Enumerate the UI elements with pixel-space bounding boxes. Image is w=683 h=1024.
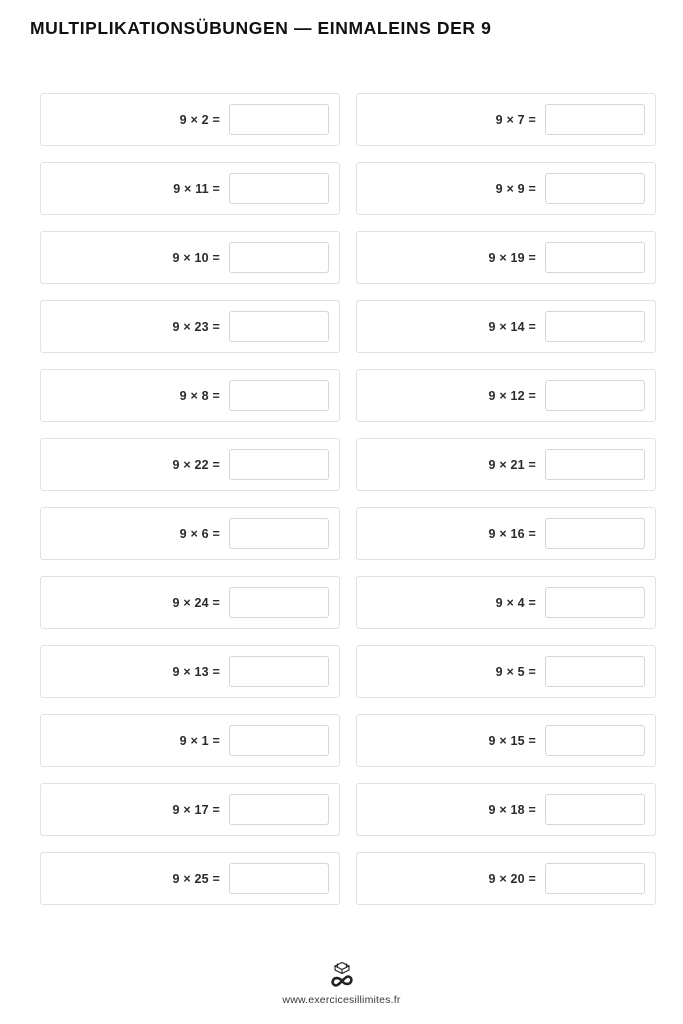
exercise-expression: 9 × 22 =: [172, 457, 220, 472]
exercise-card: [356, 645, 656, 698]
exercise-card: [356, 162, 656, 215]
exercise-expression: 9 × 6 =: [179, 526, 220, 541]
exercise-card: [40, 162, 340, 215]
answer-input[interactable]: [229, 173, 329, 204]
exercise-card: [356, 714, 656, 767]
exercise-card: [356, 852, 656, 905]
exercise-expression: 9 × 1 =: [179, 733, 220, 748]
exercise-card: [40, 852, 340, 905]
exercise-expression: 9 × 10 =: [172, 250, 220, 265]
exercise-card: [40, 300, 340, 353]
exercise-expression: 9 × 15 =: [488, 733, 536, 748]
exercise-card: [356, 783, 656, 836]
page-title: MULTIPLIKATIONSÜBUNGEN — EINMALEINS DER 9: [30, 18, 492, 38]
page-footer: [0, 956, 683, 1006]
exercise-card: [356, 300, 656, 353]
answer-input[interactable]: [229, 587, 329, 618]
exercise-expression: 9 × 9 =: [495, 181, 536, 196]
exercise-card: [356, 231, 656, 284]
answer-input[interactable]: [229, 449, 329, 480]
exercise-expression: 9 × 8 =: [179, 388, 220, 403]
answer-input[interactable]: [545, 656, 645, 687]
exercise-expression: 9 × 17 =: [172, 802, 220, 817]
exercise-card: [40, 369, 340, 422]
answer-input[interactable]: [545, 518, 645, 549]
answer-input[interactable]: [229, 656, 329, 687]
exercise-expression: 9 × 12 =: [488, 388, 536, 403]
answer-input[interactable]: [229, 242, 329, 273]
answer-input[interactable]: [229, 863, 329, 894]
exercise-expression: 9 × 16 =: [488, 526, 536, 541]
exercise-expression: 9 × 4 =: [495, 595, 536, 610]
exercise-expression: 9 × 14 =: [488, 319, 536, 334]
exercise-expression: 9 × 25 =: [172, 871, 220, 886]
exercise-expression: 9 × 18 =: [488, 802, 536, 817]
exercise-card: [40, 93, 340, 146]
exercise-expression: 9 × 24 =: [172, 595, 220, 610]
exercise-card: [40, 714, 340, 767]
exercise-expression: 9 × 20 =: [488, 871, 536, 886]
exercise-card: [40, 438, 340, 491]
answer-input[interactable]: [545, 173, 645, 204]
answer-input[interactable]: [229, 794, 329, 825]
exercise-card: [40, 231, 340, 284]
exercise-expression: 9 × 7 =: [495, 112, 536, 127]
exercise-card: [356, 93, 656, 146]
answer-input[interactable]: [545, 104, 645, 135]
exercise-card: [356, 438, 656, 491]
exercise-expression: 9 × 19 =: [488, 250, 536, 265]
exercise-expression: 9 × 13 =: [172, 664, 220, 679]
exercise-card: [356, 369, 656, 422]
answer-input[interactable]: [545, 587, 645, 618]
answer-input[interactable]: [545, 311, 645, 342]
answer-input[interactable]: [229, 311, 329, 342]
exercise-card: [40, 783, 340, 836]
answer-input[interactable]: [545, 725, 645, 756]
answer-input[interactable]: [545, 794, 645, 825]
exercise-grid: [40, 93, 656, 905]
answer-input[interactable]: [545, 863, 645, 894]
answer-input[interactable]: [545, 380, 645, 411]
answer-input[interactable]: [545, 242, 645, 273]
answer-input[interactable]: [229, 380, 329, 411]
answer-input[interactable]: [229, 518, 329, 549]
infinity-book-logo-icon: [316, 956, 368, 990]
exercise-expression: 9 × 5 =: [495, 664, 536, 679]
site-url: www.exercicesillimites.fr: [282, 994, 401, 1006]
exercise-expression: 9 × 11 =: [173, 181, 220, 196]
exercise-card: [356, 576, 656, 629]
exercise-card: [356, 507, 656, 560]
exercise-card: [40, 507, 340, 560]
answer-input[interactable]: [545, 449, 645, 480]
answer-input[interactable]: [229, 725, 329, 756]
exercise-card: [40, 645, 340, 698]
exercise-card: [40, 576, 340, 629]
exercise-expression: 9 × 21 =: [488, 457, 536, 472]
answer-input[interactable]: [229, 104, 329, 135]
exercise-expression: 9 × 23 =: [172, 319, 220, 334]
logo: [0, 956, 683, 990]
exercise-expression: 9 × 2 =: [179, 112, 220, 127]
